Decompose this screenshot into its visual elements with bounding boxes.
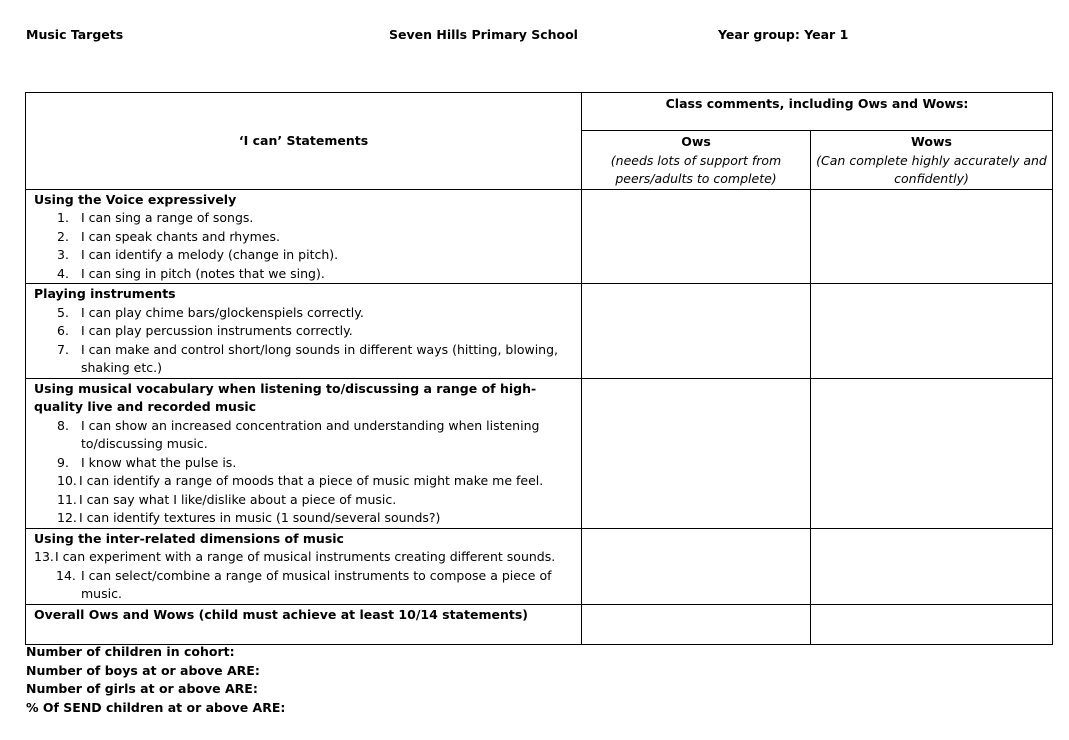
ows-title: Ows [681,134,711,149]
section-title: Playing instruments [34,286,176,301]
ows-cell[interactable] [582,189,811,284]
section-title: Using the inter-related dimensions of music [34,530,344,546]
girls-are-label: Number of girls at or above ARE: [26,681,258,696]
section-instruments [26,284,582,379]
statement-item: 4. I can sing in pitch (notes that we sing). [57,265,325,281]
ows-cell[interactable] [582,604,811,644]
statement-item: 14. I can select/combine a range of musical instruments to compose a piece of music. [56,567,552,601]
year-group: Year group: Year 1 [718,27,849,42]
school-name: Seven Hills Primary School [389,27,578,42]
statement-item: 8. I can show an increased concentration and understanding when listening to/discussing music. [57,417,540,451]
wows-note: (Can complete highly accurately and confidently) [816,152,1047,186]
statement-item: 10. I can identify a range of moods that a piece of music might make me feel. [57,473,544,488]
statement-item: 13. I can experiment with a range of musical instruments creating different sounds. [34,549,556,564]
wows-cell[interactable] [811,528,1053,604]
ows-header [582,131,811,190]
wows-title: Wows [911,134,952,149]
statement-item: 12. I can identify textures in music (1 sound/several sounds?) [57,510,441,525]
statement-item: 11. I can say what I like/dislike about a piece of music. [57,491,397,507]
children-count-label: Number of children in cohort: [26,644,235,659]
statement-item: 9. I know what the pulse is. [57,454,237,470]
statement-item: 5. I can play chime bars/glockenspiels correctly. [57,304,364,320]
statement-item: 1. I can sing a range of songs. [57,210,254,225]
targets-table [25,92,1053,645]
wows-cell[interactable] [811,378,1053,528]
statement-item: 6. I can play percussion instruments correctly. [57,323,353,338]
section-title: Using musical vocabulary when listening to/discussing a range of high-quality live and recorded music [34,380,537,414]
statement-item: 3. I can identify a melody (change in pitch). [57,247,339,262]
ows-cell[interactable] [582,284,811,379]
section-voice [26,189,582,284]
send-are-label: % Of SEND children at or above ARE: [26,699,286,715]
section-vocabulary [26,378,582,528]
statement-item: 2. I can speak chants and rhymes. [57,228,280,244]
overall-row-label: Overall Ows and Wows (child must achieve at least 10/14 statements) [26,604,582,644]
ows-cell[interactable] [582,378,811,528]
section-dimensions [26,528,582,604]
wows-cell[interactable] [811,189,1053,284]
boys-are-label: Number of boys at or above ARE: [26,662,260,678]
wows-header [811,131,1053,190]
ows-cell[interactable] [582,528,811,604]
class-comments-header: Class comments, including Ows and Wows: [582,93,1053,131]
statement-item: 7. I can make and control short/long sounds in different ways (hitting, blowing, shaking etc.) [57,341,559,375]
statements-header: ‘I can’ Statements [26,93,582,190]
ows-note: (needs lots of support from peers/adults to complete) [610,152,782,186]
doc-title: Music Targets [26,27,124,42]
wows-cell[interactable] [811,604,1053,644]
cohort-summary [26,643,285,717]
wows-cell[interactable] [811,284,1053,379]
section-title: Using the Voice expressively [34,191,237,207]
